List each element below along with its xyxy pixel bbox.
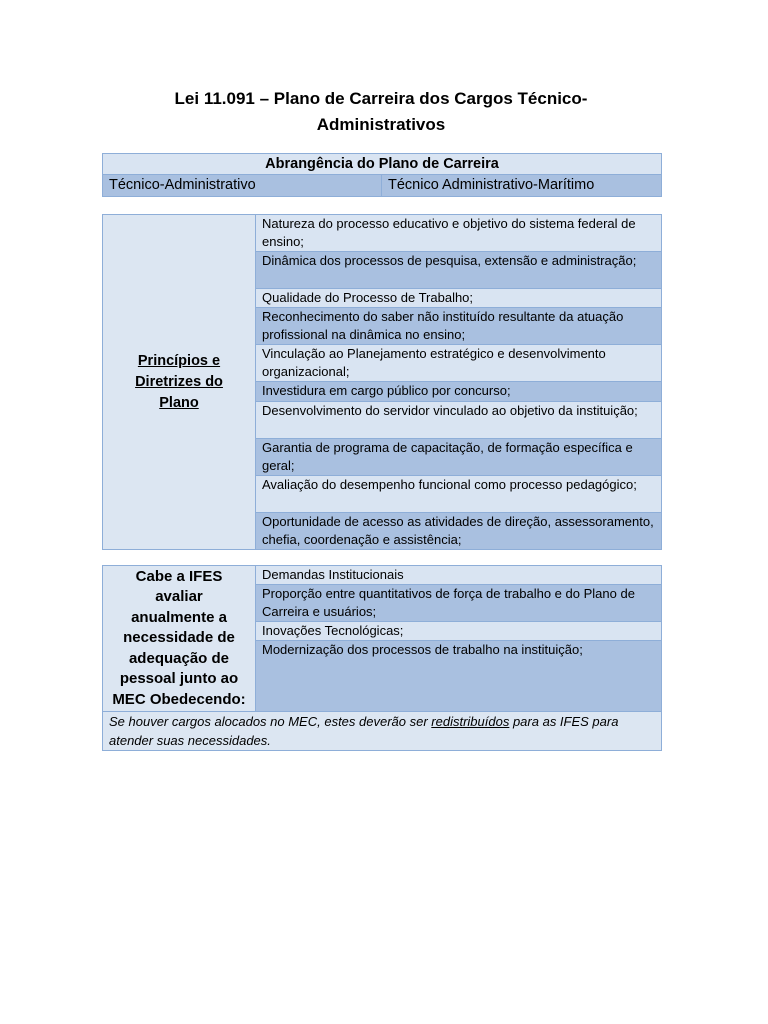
abrangencia-table xyxy=(102,153,662,197)
ifes-label-line: adequação de xyxy=(128,649,230,667)
principio-item: Vinculação ao Planejamento estratégico e desenvolvimento organizacional; xyxy=(256,345,662,382)
principio-item: Investidura em cargo público por concurso; xyxy=(256,382,662,402)
ifes-note-text: Se houver cargos alocados no MEC, estes deverão ser xyxy=(109,714,432,729)
title-line-2: Administrativos xyxy=(316,115,446,134)
ifes-label-line: Cabe a IFES xyxy=(135,567,223,585)
ifes-label-line: necessidade de xyxy=(123,629,235,647)
principios-label-line: Plano xyxy=(159,394,199,411)
abrangencia-col-tecnico-maritimo: Técnico Administrativo-Marítimo xyxy=(382,175,662,197)
principio-item: Reconhecimento do saber não instituído resultante da atuação profissional na dinâmica no ensino; xyxy=(256,308,662,345)
ifes-label-line: MEC Obedecendo: xyxy=(112,690,246,708)
document-title xyxy=(100,86,662,138)
abrangencia-col-tecnico-administrativo: Técnico-Administrativo xyxy=(103,175,382,197)
principios-label xyxy=(103,215,256,550)
ifes-label-line: pessoal junto ao xyxy=(119,670,239,688)
ifes-item: Modernização dos processos de trabalho na instituição; xyxy=(256,641,662,712)
ifes-note xyxy=(103,712,662,751)
ifes-label xyxy=(103,566,256,712)
principios-table xyxy=(102,214,662,550)
ifes-item: Demandas Institucionais xyxy=(256,566,662,585)
ifes-item: Proporção entre quantitativos de força de trabalho e do Plano de Carreira e usuários; xyxy=(256,585,662,622)
principios-label-line: Princípios e xyxy=(137,352,221,369)
ifes-item: Inovações Tecnológicas; xyxy=(256,622,662,641)
title-line-1: Lei 11.091 – Plano de Carreira dos Cargos Técnico- xyxy=(174,89,588,108)
principio-item: Qualidade do Processo de Trabalho; xyxy=(256,289,662,308)
ifes-note-text-end: para as IFES para atender suas necessidades. xyxy=(109,714,619,748)
principio-item: Desenvolvimento do servidor vinculado ao objetivo da instituição; xyxy=(256,402,662,439)
principio-item: Avaliação do desempenho funcional como processo pedagógico; xyxy=(256,476,662,513)
principio-item: Oportunidade de acesso as atividades de direção, assessoramento, chefia, coordenação e assistência; xyxy=(256,513,662,550)
ifes-note-underlined: redistribuídos xyxy=(431,714,510,729)
ifes-label-line: avaliar xyxy=(155,588,203,606)
ifes-table xyxy=(102,565,662,751)
abrangencia-header: Abrangência do Plano de Carreira xyxy=(103,154,662,175)
principio-item: Natureza do processo educativo e objetivo do sistema federal de ensino; xyxy=(256,215,662,252)
principios-label-line: Diretrizes do xyxy=(135,373,223,390)
principio-item: Garantia de programa de capacitação, de formação específica e geral; xyxy=(256,439,662,476)
ifes-label-line: anualmente a xyxy=(131,608,227,626)
principio-item: Dinâmica dos processos de pesquisa, extensão e administração; xyxy=(256,252,662,289)
